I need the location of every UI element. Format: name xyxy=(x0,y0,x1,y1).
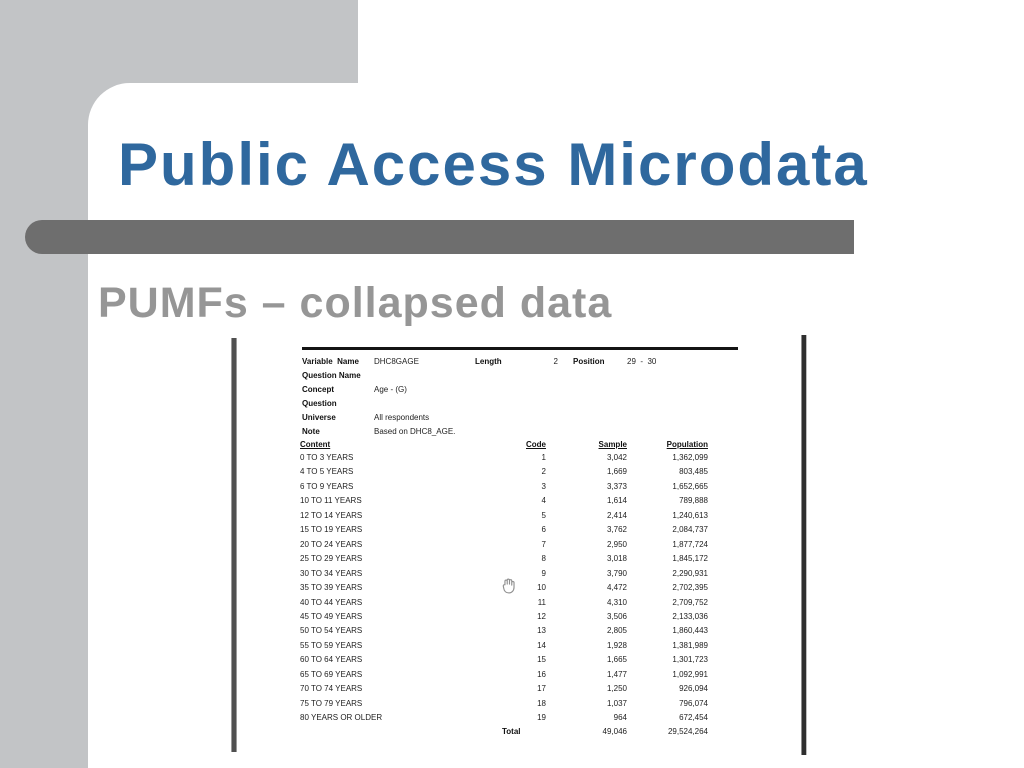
table-row xyxy=(0,713,1024,723)
cell-content: 40 TO 44 YEARS xyxy=(300,597,363,607)
cell-code: 16 xyxy=(537,669,546,679)
cell-sample: 3,373 xyxy=(606,481,627,491)
header-sample: Sample xyxy=(598,440,627,449)
cell-population: 1,301,723 xyxy=(672,655,708,665)
header-content: Content xyxy=(300,440,331,449)
question-name-label: Question Name xyxy=(302,371,361,380)
table-row xyxy=(0,482,1024,492)
cell-code: 19 xyxy=(537,713,546,723)
variable-name-value: DHC8GAGE xyxy=(374,357,419,366)
cell-content: 50 TO 54 YEARS xyxy=(300,626,363,636)
cell-population: 2,709,752 xyxy=(672,597,708,607)
cell-code: 5 xyxy=(541,510,546,520)
cell-population: 2,290,931 xyxy=(672,568,708,578)
cell-sample: 3,506 xyxy=(606,611,627,621)
cell-content: 25 TO 29 YEARS xyxy=(300,554,363,564)
cell-sample: 3,762 xyxy=(606,525,627,535)
header-population: Population xyxy=(666,440,708,449)
table-row xyxy=(0,641,1024,651)
cell-population: 1,092,991 xyxy=(672,669,708,679)
title-divider-bar xyxy=(25,220,854,254)
cell-code: 9 xyxy=(541,568,546,578)
table-row xyxy=(0,453,1024,463)
length-value: 2 xyxy=(553,357,558,366)
hand-cursor-icon xyxy=(500,576,517,595)
cell-code: 17 xyxy=(537,684,546,694)
cell-code: 18 xyxy=(537,698,546,708)
cell-code: 8 xyxy=(541,554,546,564)
cell-content: 15 TO 19 YEARS xyxy=(300,525,363,535)
cell-code: 13 xyxy=(537,626,546,636)
cell-content: 35 TO 39 YEARS xyxy=(300,583,363,593)
cell-content: 65 TO 69 YEARS xyxy=(300,669,363,679)
header-code: Code xyxy=(526,440,546,449)
cell-code: 1 xyxy=(541,453,546,462)
cell-code: 10 xyxy=(537,583,546,593)
cell-population: 789,888 xyxy=(679,496,708,506)
table-row xyxy=(0,554,1024,564)
universe-label: Universe xyxy=(302,413,336,422)
variable-name-label: Variable Name xyxy=(302,357,359,366)
cell-sample: 1,614 xyxy=(606,496,627,506)
cell-content: 0 TO 3 YEARS xyxy=(300,453,354,462)
concept-value: Age - (G) xyxy=(374,385,407,394)
cell-sample: 1,665 xyxy=(606,655,627,665)
cell-population: 1,877,724 xyxy=(672,539,708,549)
question-label: Question xyxy=(302,399,337,408)
cell-sample: 3,042 xyxy=(606,453,627,462)
cell-code: 7 xyxy=(541,539,546,549)
slide-title: Public Access Microdata xyxy=(118,131,869,198)
table-row xyxy=(0,626,1024,636)
cell-content: 60 TO 64 YEARS xyxy=(300,655,363,665)
cell-code: 2 xyxy=(541,467,546,477)
total-population: 29,524,264 xyxy=(667,727,708,736)
cell-sample: 2,805 xyxy=(606,626,627,636)
cell-content: 80 YEARS OR OLDER xyxy=(300,713,383,723)
cell-sample: 3,018 xyxy=(606,554,627,564)
note-value: Based on DHC8_AGE. xyxy=(374,427,456,436)
cell-content: 75 TO 79 YEARS xyxy=(300,698,363,708)
table-row xyxy=(0,684,1024,694)
cell-population: 1,845,172 xyxy=(672,554,708,564)
cell-content: 30 TO 34 YEARS xyxy=(300,568,363,578)
cell-population: 926,094 xyxy=(679,684,708,694)
total-label: Total xyxy=(502,727,521,736)
cell-sample: 2,950 xyxy=(606,539,627,549)
table-row xyxy=(0,655,1024,665)
cell-code: 12 xyxy=(537,611,546,621)
cell-sample: 964 xyxy=(613,713,627,723)
cell-code: 6 xyxy=(541,525,546,535)
cell-sample: 4,310 xyxy=(606,597,627,607)
length-label: Length xyxy=(475,357,502,366)
table-row xyxy=(0,467,1024,477)
cell-content: 10 TO 11 YEARS xyxy=(300,496,362,506)
cell-sample: 3,790 xyxy=(606,568,627,578)
cell-sample: 4,472 xyxy=(606,583,627,593)
table-row xyxy=(0,511,1024,521)
total-sample: 49,046 xyxy=(602,727,627,736)
cell-code: 11 xyxy=(537,597,546,607)
concept-label: Concept xyxy=(302,385,334,394)
position-label: Position xyxy=(573,357,605,366)
slide-subtitle: PUMFs – collapsed data xyxy=(98,279,613,327)
table-row xyxy=(0,612,1024,622)
position-value: 29 - 30 xyxy=(627,357,657,366)
cell-content: 55 TO 59 YEARS xyxy=(300,640,363,650)
cell-population: 1,381,989 xyxy=(672,640,708,650)
cell-content: 70 TO 74 YEARS xyxy=(300,684,363,694)
cell-sample: 1,037 xyxy=(606,698,627,708)
table-row xyxy=(0,496,1024,506)
note-label: Note xyxy=(302,427,320,436)
universe-value: All respondents xyxy=(374,413,430,422)
cell-sample: 1,928 xyxy=(606,640,627,650)
table-row xyxy=(0,525,1024,535)
cell-content: 45 TO 49 YEARS xyxy=(300,611,363,621)
table-row xyxy=(0,598,1024,608)
cell-population: 1,362,099 xyxy=(672,453,708,462)
cell-population: 796,074 xyxy=(679,698,708,708)
table-row xyxy=(0,699,1024,709)
cell-population: 2,084,737 xyxy=(672,525,708,535)
cell-code: 4 xyxy=(541,496,546,506)
cell-population: 1,652,665 xyxy=(672,481,708,491)
table-row xyxy=(0,540,1024,550)
cell-content: 6 TO 9 YEARS xyxy=(300,481,354,491)
document-top-rule xyxy=(302,347,738,350)
cell-population: 1,240,613 xyxy=(672,510,708,520)
cell-population: 803,485 xyxy=(679,467,708,477)
table-row xyxy=(0,670,1024,680)
cell-population: 2,133,036 xyxy=(672,611,708,621)
cell-population: 672,454 xyxy=(679,713,708,723)
cell-content: 4 TO 5 YEARS xyxy=(300,467,354,477)
cell-content: 12 TO 14 YEARS xyxy=(300,510,363,520)
cell-code: 14 xyxy=(537,640,546,650)
cell-sample: 1,669 xyxy=(606,467,627,477)
cell-sample: 2,414 xyxy=(606,510,627,520)
cell-code: 3 xyxy=(541,481,546,491)
cell-population: 2,702,395 xyxy=(672,583,708,593)
cell-sample: 1,477 xyxy=(606,669,627,679)
cell-content: 20 TO 24 YEARS xyxy=(300,539,363,549)
cell-population: 1,860,443 xyxy=(672,626,708,636)
cell-sample: 1,250 xyxy=(606,684,627,694)
cell-code: 15 xyxy=(537,655,546,665)
